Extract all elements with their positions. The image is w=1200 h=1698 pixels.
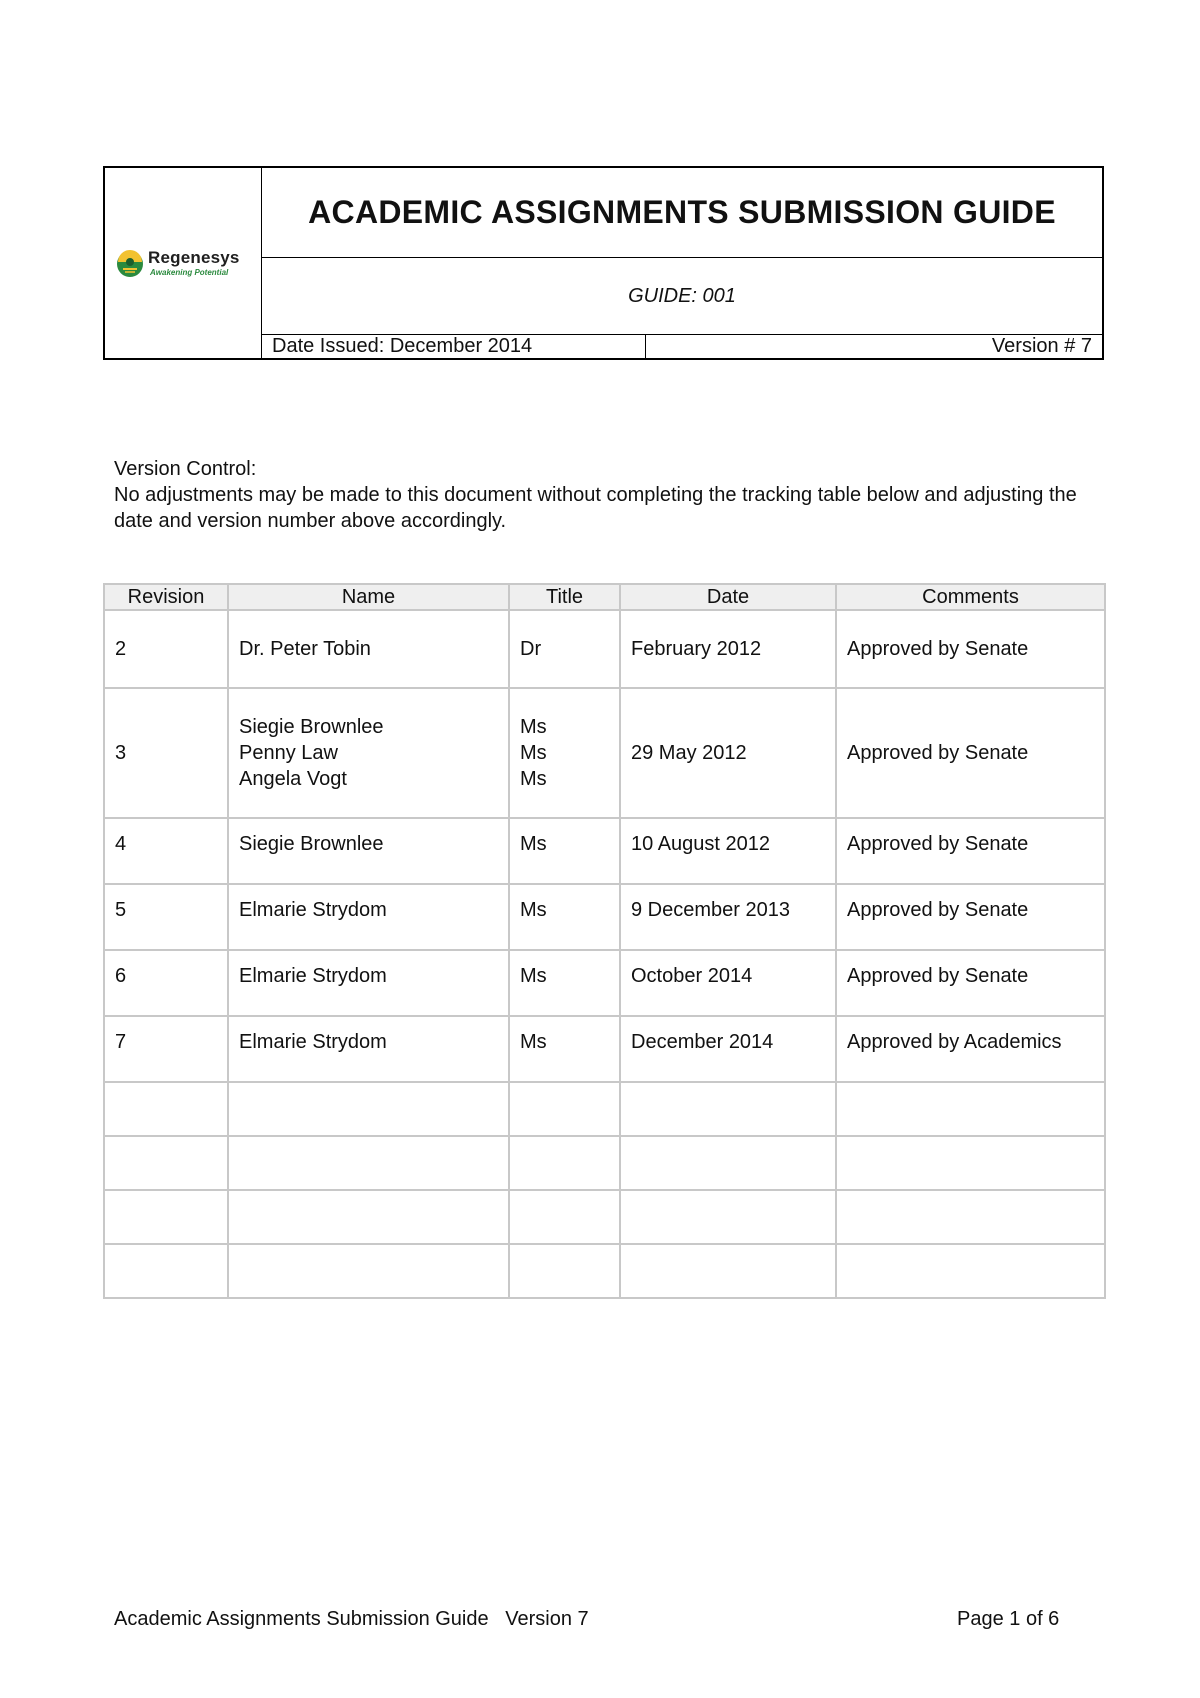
name-cell: Dr. Peter Tobin [228, 610, 509, 688]
document-title: ACADEMIC ASSIGNMENTS SUBMISSION GUIDE [308, 194, 1056, 230]
column-header-date: Date [620, 584, 836, 610]
version-control-heading: Version Control: [114, 458, 257, 480]
date-issued: Date Issued: December 2014 [262, 335, 646, 358]
revision-cell: 2 [104, 610, 228, 688]
empty-cell [228, 1136, 509, 1190]
regenesys-emblem-icon [116, 250, 144, 278]
empty-cell [509, 1082, 620, 1136]
title-cell [509, 688, 620, 818]
table-row [104, 818, 1105, 884]
empty-table-row [104, 1136, 1105, 1190]
name-line: Penny Law [239, 742, 338, 764]
title-cell: Ms [509, 818, 620, 884]
column-header-comments: Comments [836, 584, 1105, 610]
revision-cell: 6 [104, 950, 228, 1016]
empty-table-row [104, 1244, 1105, 1298]
empty-cell [104, 1244, 228, 1298]
name-cell [228, 688, 509, 818]
empty-cell [836, 1190, 1105, 1244]
title-line: Ms [520, 768, 547, 790]
version-number: Version # 7 [991, 335, 1092, 357]
logo-tagline: Awakening Potential [150, 268, 229, 277]
empty-cell [228, 1082, 509, 1136]
comments-cell: Approved by Senate [836, 950, 1105, 1016]
date-cell: 29 May 2012 [620, 688, 836, 818]
empty-cell [836, 1136, 1105, 1190]
comments-cell: Approved by Senate [836, 818, 1105, 884]
empty-cell [228, 1244, 509, 1298]
empty-cell [620, 1190, 836, 1244]
date-cell: October 2014 [620, 950, 836, 1016]
date-cell: December 2014 [620, 1016, 836, 1082]
title-cell: Dr [509, 610, 620, 688]
table-row [104, 610, 1105, 688]
column-header-revision: Revision [104, 584, 228, 610]
revision-cell: 5 [104, 884, 228, 950]
revision-cell: 3 [104, 688, 228, 818]
table-row [104, 688, 1105, 818]
table-row [104, 1016, 1105, 1082]
empty-cell [836, 1082, 1105, 1136]
column-header-name: Name [228, 584, 509, 610]
regenesys-logo [116, 248, 256, 282]
name-cell: Elmarie Strydom [228, 1016, 509, 1082]
empty-cell [104, 1136, 228, 1190]
table-row [104, 950, 1105, 1016]
footer-page-number: Page 1 of 6 [957, 1608, 1060, 1630]
name-cell: Elmarie Strydom [228, 884, 509, 950]
empty-cell [620, 1244, 836, 1298]
document-header [103, 166, 1104, 360]
title-cell: Ms [509, 950, 620, 1016]
name-line: Siegie Brownlee [239, 716, 384, 738]
date-cell: 9 December 2013 [620, 884, 836, 950]
version-control-text: No adjustments may be made to this document without completing the tracking table below and adjusting the date and version number above accordingly. [114, 484, 1077, 532]
title-cell: Ms [509, 1016, 620, 1082]
empty-cell [509, 1244, 620, 1298]
guide-code-cell [262, 258, 1102, 335]
logo-name: Regenesys [148, 248, 240, 267]
date-cell: 10 August 2012 [620, 818, 836, 884]
table-row [104, 884, 1105, 950]
revision-cell: 7 [104, 1016, 228, 1082]
title-cell: Ms [509, 884, 620, 950]
title-line: Ms [520, 742, 547, 764]
revision-cell: 4 [104, 818, 228, 884]
version-control-section [114, 456, 1094, 534]
name-cell: Siegie Brownlee [228, 818, 509, 884]
empty-cell [509, 1136, 620, 1190]
empty-cell [104, 1190, 228, 1244]
comments-cell: Approved by Academics [836, 1016, 1105, 1082]
empty-cell [228, 1190, 509, 1244]
column-header-title: Title [509, 584, 620, 610]
guide-code: GUIDE: 001 [628, 284, 736, 307]
title-line: Ms [520, 716, 547, 738]
empty-cell [620, 1136, 836, 1190]
comments-cell: Approved by Senate [836, 884, 1105, 950]
empty-table-row [104, 1082, 1105, 1136]
empty-table-row [104, 1190, 1105, 1244]
name-cell: Elmarie Strydom [228, 950, 509, 1016]
empty-cell [836, 1244, 1105, 1298]
revision-table [103, 583, 1106, 1299]
empty-cell [620, 1082, 836, 1136]
empty-cell [104, 1082, 228, 1136]
date-cell: February 2012 [620, 610, 836, 688]
table-header-row [104, 584, 1105, 610]
logo-cell [105, 168, 262, 358]
comments-cell: Approved by Senate [836, 610, 1105, 688]
empty-cell [509, 1190, 620, 1244]
footer-document-name: Academic Assignments Submission Guide Version 7 [114, 1608, 589, 1630]
title-cell [262, 168, 1102, 258]
comments-cell: Approved by Senate [836, 688, 1105, 818]
name-line: Angela Vogt [239, 768, 347, 790]
